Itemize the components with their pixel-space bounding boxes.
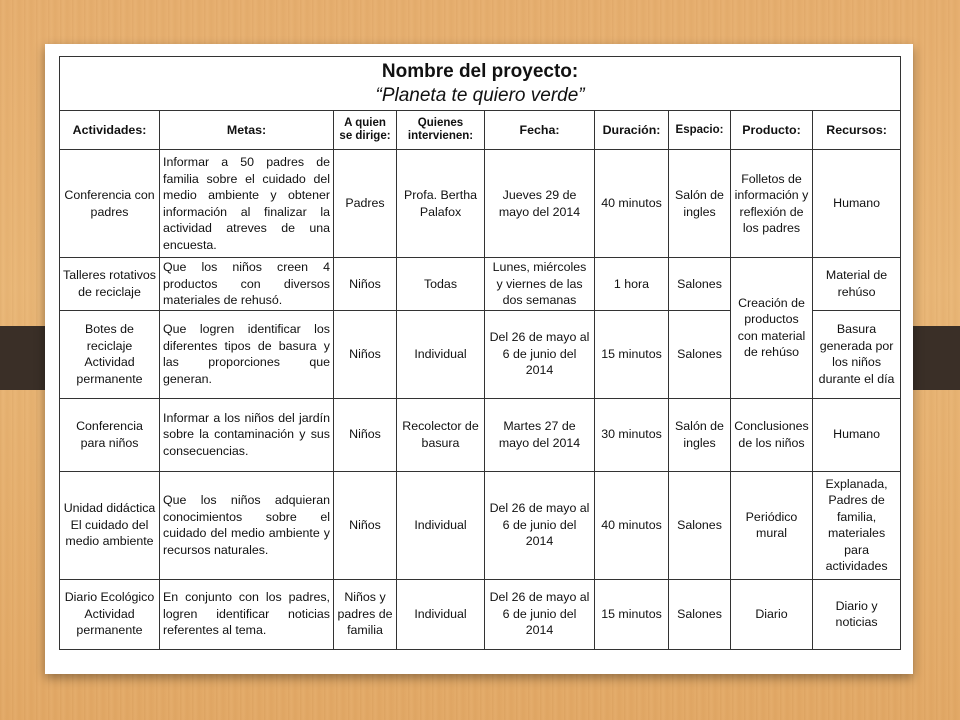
header-dirige: A quien se dirige:	[334, 111, 397, 150]
cell-fecha: Martes 27 de mayo del 2014	[485, 398, 595, 471]
cell-meta: En conjunto con los padres, logren identificar noticias referentes al tema.	[160, 579, 334, 649]
cell-duracion: 30 minutos	[595, 398, 669, 471]
cell-intervienen: Profa. Bertha Palafox	[397, 150, 485, 258]
cell-intervienen: Todas	[397, 258, 485, 311]
cell-dirige: Niños	[334, 258, 397, 311]
cell-recursos: Basura generada por los niños durante el día	[813, 310, 901, 398]
cell-recursos: Diario y noticias	[813, 579, 901, 649]
cell-meta: Que logren identificar los diferentes tipos de basura y las proporciones que generan.	[160, 310, 334, 398]
table-row	[60, 579, 901, 649]
table-row	[60, 398, 901, 471]
header-intervienen: Quienes intervienen:	[397, 111, 485, 150]
cell-fecha: Del 26 de mayo al 6 de junio del 2014	[485, 471, 595, 579]
table-row	[60, 471, 901, 579]
cell-duracion: 40 minutos	[595, 150, 669, 258]
cell-recursos: Humano	[813, 150, 901, 258]
project-subtitle: “Planeta te quiero verde”	[375, 84, 585, 106]
project-title: Nombre del proyecto:	[381, 60, 579, 82]
cell-actividad: Conferencia con padres	[60, 150, 160, 258]
cell-dirige: Niños	[334, 471, 397, 579]
title-cell	[60, 57, 901, 111]
cell-intervienen: Individual	[397, 579, 485, 649]
cell-espacio: Salones	[669, 258, 731, 311]
cell-producto: Periódico mural	[731, 471, 813, 579]
cell-duracion: 15 minutos	[595, 579, 669, 649]
cell-espacio: Salones	[669, 579, 731, 649]
cell-producto: Creación de productos con material de rehúso	[731, 258, 813, 399]
cell-actividad: Talleres rotativos de reciclaje	[60, 258, 160, 311]
cell-recursos: Explanada, Padres de familia, materiales para actividades	[813, 471, 901, 579]
cell-meta: Que los niños adquieran conocimientos sobre el cuidado del medio ambiente y recursos naturales.	[160, 471, 334, 579]
cell-espacio: Salones	[669, 471, 731, 579]
cell-actividad: Diario Ecológico Actividad permanente	[60, 579, 160, 649]
cell-dirige: Niños y padres de familia	[334, 579, 397, 649]
cell-recursos: Material de rehúso	[813, 258, 901, 311]
cell-dirige: Niños	[334, 398, 397, 471]
header-duracion: Duración:	[595, 111, 669, 150]
cell-fecha: Lunes, miércoles y viernes de las dos semanas	[485, 258, 595, 311]
cell-recursos: Humano	[813, 398, 901, 471]
cell-espacio: Salón de ingles	[669, 150, 731, 258]
cell-meta: Informar a 50 padres de familia sobre el cuidado del medio ambiente y obtener información al finalizar la actividad atreves de una encuesta.	[160, 150, 334, 258]
document-sheet	[45, 44, 913, 674]
cell-duracion: 40 minutos	[595, 471, 669, 579]
cell-producto: Folletos de información y reflexión de los padres	[731, 150, 813, 258]
header-espacio: Espacio:	[669, 111, 731, 150]
header-fecha: Fecha:	[485, 111, 595, 150]
header-actividades: Actividades:	[60, 111, 160, 150]
header-row	[60, 111, 901, 150]
cell-intervienen: Individual	[397, 310, 485, 398]
cell-espacio: Salones	[669, 310, 731, 398]
cell-intervienen: Individual	[397, 471, 485, 579]
table-row	[60, 258, 901, 311]
header-producto: Producto:	[731, 111, 813, 150]
cell-espacio: Salón de ingles	[669, 398, 731, 471]
cell-meta: Que los niños creen 4 productos con diversos materiales de rehusó.	[160, 258, 334, 311]
title-row	[60, 57, 901, 111]
cell-dirige: Niños	[334, 310, 397, 398]
cell-meta: Informar a los niños del jardín sobre la contaminación y sus consecuencias.	[160, 398, 334, 471]
cell-actividad: Unidad didáctica El cuidado del medio ambiente	[60, 471, 160, 579]
cell-duracion: 1 hora	[595, 258, 669, 311]
header-recursos: Recursos:	[813, 111, 901, 150]
cell-producto: Diario	[731, 579, 813, 649]
cell-producto: Conclusiones de los niños	[731, 398, 813, 471]
cell-intervienen: Recolector de basura	[397, 398, 485, 471]
cell-fecha: Jueves 29 de mayo del 2014	[485, 150, 595, 258]
cell-actividad: Conferencia para niños	[60, 398, 160, 471]
cell-duracion: 15 minutos	[595, 310, 669, 398]
cell-dirige: Padres	[334, 150, 397, 258]
cell-actividad: Botes de reciclaje Actividad permanente	[60, 310, 160, 398]
cell-fecha: Del 26 de mayo al 6 de junio del 2014	[485, 579, 595, 649]
project-table	[59, 56, 901, 650]
cell-fecha: Del 26 de mayo al 6 de junio del 2014	[485, 310, 595, 398]
header-metas: Metas:	[160, 111, 334, 150]
table-row	[60, 150, 901, 258]
